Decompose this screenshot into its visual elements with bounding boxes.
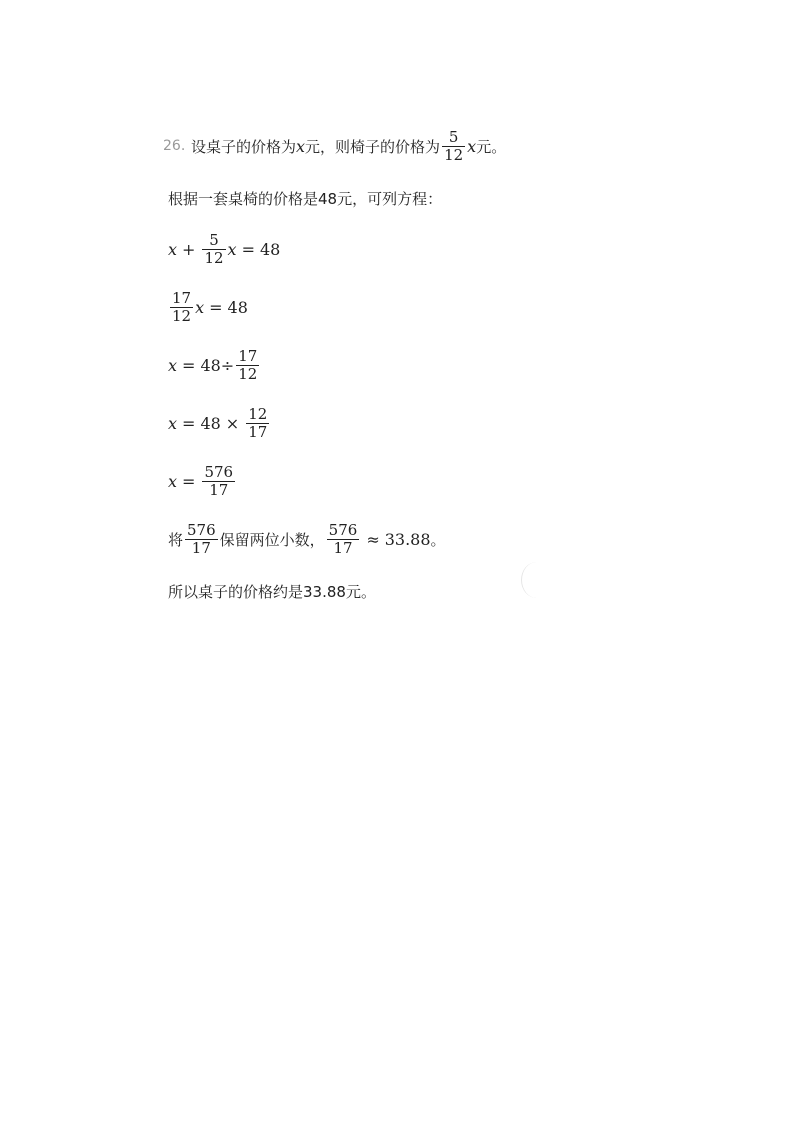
ratio-fraction xyxy=(442,129,465,164)
question-intro: 设桌子的价格为 xyxy=(191,137,297,156)
plus-sign: + xyxy=(182,239,196,259)
fraction xyxy=(327,522,360,557)
fraction-numerator: 576 xyxy=(328,520,358,539)
round-mid: 保留两位小数， xyxy=(219,530,325,549)
equals-sign: = xyxy=(182,355,196,375)
solution-setup xyxy=(168,178,442,218)
rhs-value: 48 xyxy=(259,239,281,259)
rhs-value: 48 xyxy=(227,297,248,317)
approx-sign: ≈ xyxy=(366,529,380,549)
equation-2 xyxy=(168,287,248,327)
fraction xyxy=(202,232,225,267)
variable-x: x xyxy=(168,413,178,433)
variable-x: x xyxy=(296,136,306,156)
fraction-denominator: 17 xyxy=(209,480,229,499)
divide-sign: ÷ xyxy=(220,355,235,375)
variable-x: x xyxy=(168,355,178,375)
rounding-line xyxy=(168,519,446,559)
equals-sign: = xyxy=(182,471,196,491)
fraction-numerator: 5 xyxy=(448,127,459,146)
variable-x: x xyxy=(467,136,477,156)
variable-x: x xyxy=(227,239,237,259)
fraction-numerator: 576 xyxy=(187,520,216,539)
equation-1 xyxy=(168,229,280,269)
equals-sign: = xyxy=(182,413,196,433)
fraction xyxy=(246,406,269,441)
rounded-value: 33.88 xyxy=(384,529,431,549)
question-mid: 元，则椅子的价格为 xyxy=(305,137,441,156)
times-sign: × xyxy=(225,413,240,433)
multiplicand: 48 xyxy=(200,413,221,433)
fraction-numerator: 17 xyxy=(172,288,192,307)
fraction-denominator: 12 xyxy=(172,306,192,325)
variable-x: x xyxy=(168,471,178,491)
fraction-denominator: 17 xyxy=(248,422,268,441)
equation-3 xyxy=(168,345,261,385)
equation-5 xyxy=(168,461,237,501)
scroll-edge-arc xyxy=(521,562,552,598)
conclusion-text: 所以桌子的价格约是33.88元。 xyxy=(168,582,376,601)
fraction-numerator: 576 xyxy=(204,462,234,481)
setup-text: 根据一套桌椅的价格是48元，可列方程： xyxy=(168,189,443,208)
fraction xyxy=(170,290,193,325)
question-end: 元。 xyxy=(476,137,507,156)
variable-x: x xyxy=(168,239,178,259)
fraction-denominator: 17 xyxy=(191,538,211,557)
fraction-denominator: 17 xyxy=(333,538,353,557)
conclusion xyxy=(168,571,376,611)
equation-4 xyxy=(168,403,271,443)
fraction xyxy=(202,464,235,499)
question-statement xyxy=(191,126,506,166)
round-prefix: 将 xyxy=(168,530,184,549)
equals-sign: = xyxy=(241,239,255,259)
fraction xyxy=(185,522,218,557)
fraction-denominator: 12 xyxy=(204,248,224,267)
variable-x: x xyxy=(195,297,205,317)
fraction xyxy=(236,348,259,383)
equals-sign: = xyxy=(209,297,223,317)
dividend: 48 xyxy=(200,355,221,375)
question-number: 26. xyxy=(163,138,186,154)
fraction-denominator: 12 xyxy=(238,364,258,383)
fraction-denominator: 12 xyxy=(444,145,464,164)
fraction-numerator: 5 xyxy=(209,230,219,249)
fraction-numerator: 12 xyxy=(248,404,268,423)
fraction-numerator: 17 xyxy=(238,346,258,365)
round-end: 。 xyxy=(430,530,446,549)
